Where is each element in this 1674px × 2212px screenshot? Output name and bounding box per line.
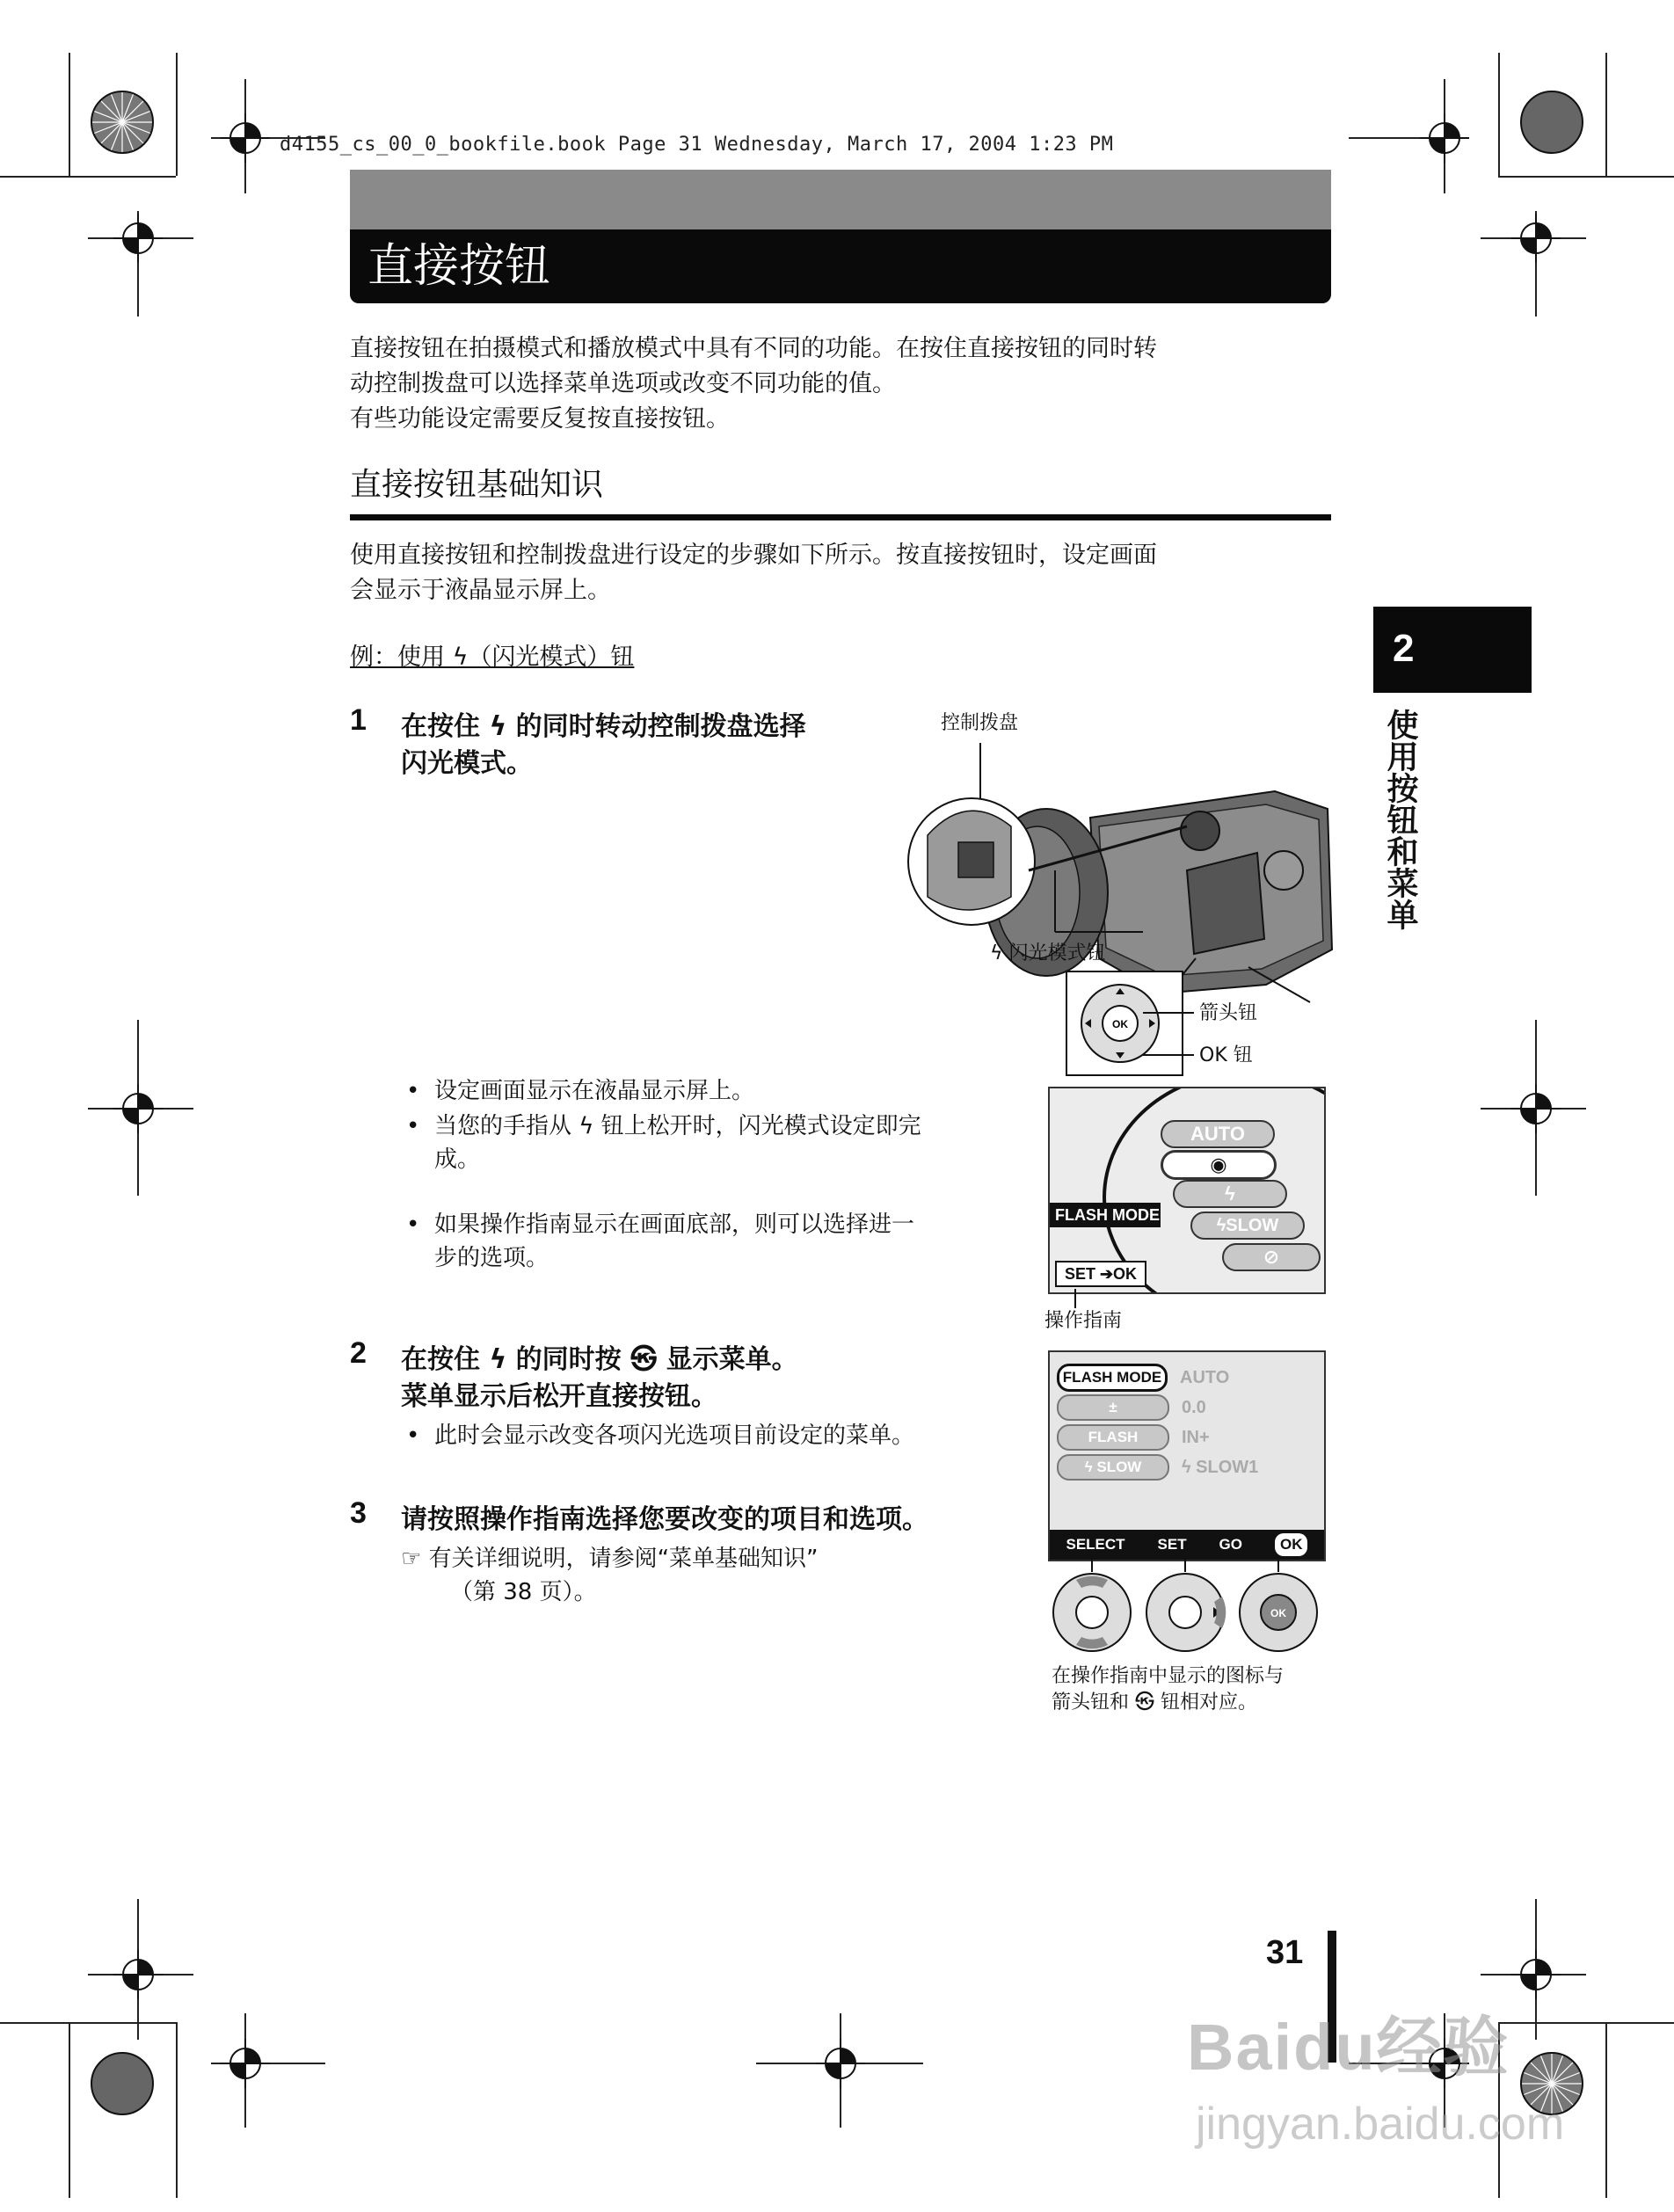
caption-line: 箭头钮和 ㉿ 钮相对应。 [1052,1692,1257,1714]
step-line: 在按住 ϟ 的同时按 ㉿ 显示菜单。 [401,1344,798,1375]
option-redeye[interactable]: ◉ [1161,1150,1277,1180]
registration-mark-icon [1420,113,1469,163]
example-label: 例：使用 ϟ（闪光模式）钮 [350,644,635,671]
menu-row-value: AUTO [1180,1367,1230,1387]
menu-row-value: ϟ SLOW1 [1182,1457,1259,1477]
svg-text:OK: OK [1270,1607,1286,1619]
guide-select: SELECT [1066,1536,1125,1553]
registration-mark-icon [113,1950,163,1999]
registration-mark-icon [1511,214,1561,263]
menu-row-value: 0.0 [1182,1397,1206,1417]
section-line: 会显示于液晶显示屏上。 [350,577,611,604]
page-title: 直接按钮 [368,240,551,293]
guide-ok: OK [1275,1533,1308,1556]
step-line: 闪光模式。 [401,748,533,779]
registration-mark-icon [221,113,270,163]
registration-mark-icon [221,2039,270,2088]
step-2-bullet [406,1419,1022,1452]
chapter-number: 2 [1393,627,1415,670]
bullet-line: 成。 [434,1146,481,1173]
step-2-number: 2 [350,1336,367,1370]
section-text [350,538,1335,608]
step-line: 在按住 ϟ 的同时转动控制拨盘选择 [401,711,806,742]
guide-leader [1074,1289,1076,1308]
halftone-target-icon [90,2051,155,2116]
step-1-bullets [406,1074,1022,1275]
arrow-pad-icon [1146,1558,1226,1651]
menu-row-label: ± [1057,1394,1169,1421]
ok-button-label: OK 钮 [1199,1044,1253,1066]
starburst-target-icon [90,90,155,155]
bullet-dot: • [406,1113,420,1139]
menu-rows [1057,1363,1312,1482]
figure-caption [1052,1663,1333,1716]
bullet-dot: • [406,1078,420,1104]
step-3-number: 3 [350,1496,367,1530]
bullet-item [406,1074,1022,1108]
step-3-reference [401,1542,1016,1609]
caption-line: 在操作指南中显示的图标与 [1052,1665,1285,1687]
menu-row-label: ϟ SLOW [1057,1454,1169,1481]
bullet-item [406,1208,1022,1275]
reference-line: （第 38 页）。 [450,1579,597,1605]
registration-mark-icon [1511,1084,1561,1133]
registration-mark-icon [113,214,163,263]
flash-menu-screen [1048,1350,1326,1561]
option-slow[interactable]: ϟSLOW [1190,1212,1305,1240]
bullet-line: 当您的手指从 ϟ 钮上松开时，闪光模式设定即完 [434,1113,921,1139]
page-number: 31 [1266,1934,1304,1971]
watermark-brand: Baidu经验 [1187,2011,1510,2084]
section-heading: 直接按钮基础知识 [350,467,604,503]
guide-go: GO [1219,1536,1242,1553]
reference-line: ☞ 有关详细说明，请参阅“菜单基础知识” [401,1546,819,1572]
menu-row-value: IN+ [1182,1427,1210,1447]
menu-row[interactable] [1057,1423,1312,1452]
menu-row[interactable] [1057,1393,1312,1423]
control-dial-label: 控制拨盘 [941,712,1019,734]
menu-row[interactable] [1057,1452,1312,1482]
arrow-pad-row [1048,1558,1322,1662]
section-rule [350,514,1331,520]
bullet-line: 步的选项。 [434,1245,550,1271]
title-bar [350,229,1331,303]
intro-line: 直接按钮在拍摄模式和播放模式中具有不同的功能。在按住直接按钮的同时转 [350,335,1157,362]
option-off[interactable]: ⊘ [1222,1243,1321,1271]
step-3-text [401,1502,1016,1539]
step-line: 请按照操作指南选择您要改变的项目和选项。 [401,1504,928,1535]
bullet-line: 如果操作指南显示在画面底部，则可以选择进一 [434,1212,915,1238]
flash-button-label: ϟ 闪光模式钮 [990,942,1106,964]
section-line: 使用直接按钮和控制拨盘进行设定的步骤如下所示。按直接按钮时，设定画面 [350,542,1157,569]
step-line: 菜单显示后松开直接按钮。 [401,1381,717,1412]
flash-mode-screen [1048,1087,1326,1294]
watermark-url: jingyan.baidu.com [1196,2099,1565,2150]
registration-mark-icon [113,1084,163,1133]
arrow-pad-icon [1053,1558,1131,1651]
halftone-target-icon [1519,90,1584,155]
bullet-line: 此时会显示改变各项闪光选项目前设定的菜单。 [434,1423,915,1449]
intro-line: 有些功能设定需要反复按直接按钮。 [350,405,730,433]
intro-paragraph [350,331,1335,437]
option-fill[interactable]: ϟ [1173,1180,1287,1208]
chapter-tab[interactable] [1373,607,1532,693]
menu-guide-bar [1050,1530,1324,1560]
print-header: d4155_cs_00_0_bookfile.book Page 31 Wednesday, March 17, 2004 1:23 PM [280,134,1114,156]
guide-set: SET [1157,1536,1187,1553]
registration-mark-icon [1511,1950,1561,1999]
chapter-title: 使用按钮和菜单 [1382,709,1418,930]
bullet-dot: • [406,1423,420,1449]
arrow-pad-leaders [1143,1002,1196,1064]
menu-row-label: FLASH MODE [1057,1364,1168,1392]
option-auto[interactable]: AUTO [1161,1120,1275,1148]
bullet-dot: • [406,1212,420,1238]
set-ok-guide: SET ➔OK [1055,1261,1146,1287]
bullet-line: 设定画面显示在液晶显示屏上。 [434,1078,755,1104]
registration-mark-icon [816,2039,865,2088]
guide-label: 操作指南 [1044,1310,1123,1332]
menu-row[interactable] [1057,1363,1312,1393]
arrow-pad-icon [1240,1558,1317,1651]
step-1-number: 1 [350,703,367,737]
svg-text:OK: OK [1112,1018,1128,1030]
arrow-button-label: 箭头钮 [1199,1002,1258,1024]
flash-mode-label: FLASH MODE [1050,1203,1161,1227]
menu-row-label: FLASH [1057,1424,1169,1451]
step-1-text [401,709,893,782]
bullet-item [406,1110,1022,1176]
title-band [350,170,1331,229]
intro-line: 动控制拨盘可以选择菜单选项或改变不同功能的值。 [350,370,896,397]
step-2-text [401,1342,1016,1415]
